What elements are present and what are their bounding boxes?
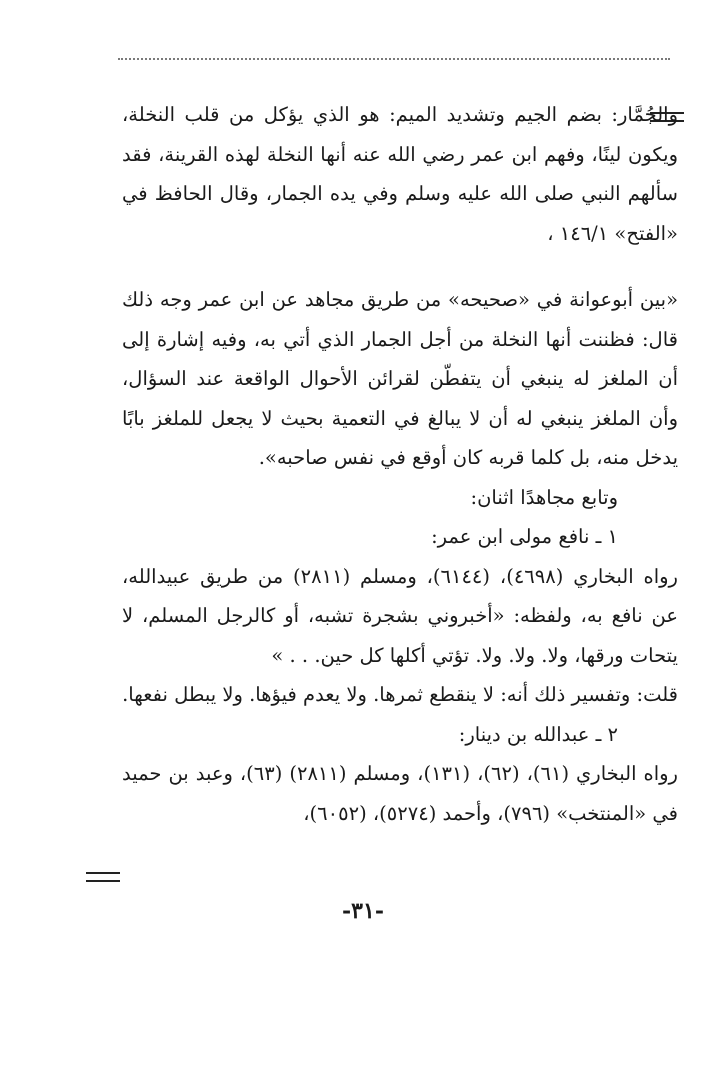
header-dotted-rule [118,58,670,60]
quote-paragraph: «بين أبوعوانة في «صحيحه» من طريق مجاهد عن ابن عمر وجه ذلك قال: فظننت أنها النخلة من أجل الجمار الذي أتي به، وفيه إشارة إلى أن الملغز له ينبغي أن يتفطّن لقرائن الأحوال الواقعة عند السؤال، وأن الملغز ينبغي له أن لا يبالغ في التعمية بحيث لا يجعل للملغز بابًا يدخل منه، بل كلما قربه كان أوقع في نفس صاحبه». [122,288,678,469]
followers-line: وتابع مجاهدًا اثنان: [470,485,618,509]
narration-nafi: رواه البخاري (٤٦٩٨)، (٦١٤٤)، ومسلم (٢٨١١) من طريق عبيدالله، عن نافع به، ولفظه: «أخبروني بشجرة تشبه، أو كالرجل المسلم، لا يتحات ورقها، ولا. ولا. ولا. تؤتي أكلها كل حين. . . » [122,564,678,667]
heading-nafi: ١ ـ نافع مولى ابن عمر: [431,525,618,548]
main-text [122,280,678,833]
page-number: -٣١- [342,898,384,924]
continuation-mark-bottom [86,872,120,882]
footnote-continuation [122,95,678,253]
explanation-paragraph: قلت: وتفسير ذلك أنه: لا ينقطع ثمرها. ولا يعدم فيؤها. ولا يبطل نفعها. [122,683,678,706]
heading-abdullah-bin-dinar: ٢ ـ عبدالله بن دينار: [458,722,618,746]
footnote-text: والجُمَّار: بضم الجيم وتشديد الميم: هو الذي يؤكل من قلب النخلة، ويكون لينًا، وفهم ابن عمر رضي الله عنه أنها النخلة لهذه القرينة، فقد سألهم النبي صلى الله عليه وسلم وفي يده الجمار، وقال الحافظ في «الفتح» ١٤٦/١ ، [122,103,678,245]
narration-abdullah-bin-dinar: رواه البخاري (٦١)، (٦٢)، (١٣١)، ومسلم (٢٨١١) (٦٣)، وعبد بن حميد في «المنتخب» (٧٩٦)، وأحمد (٥٢٧٤)، (٦٠٥٢)، [122,762,678,825]
